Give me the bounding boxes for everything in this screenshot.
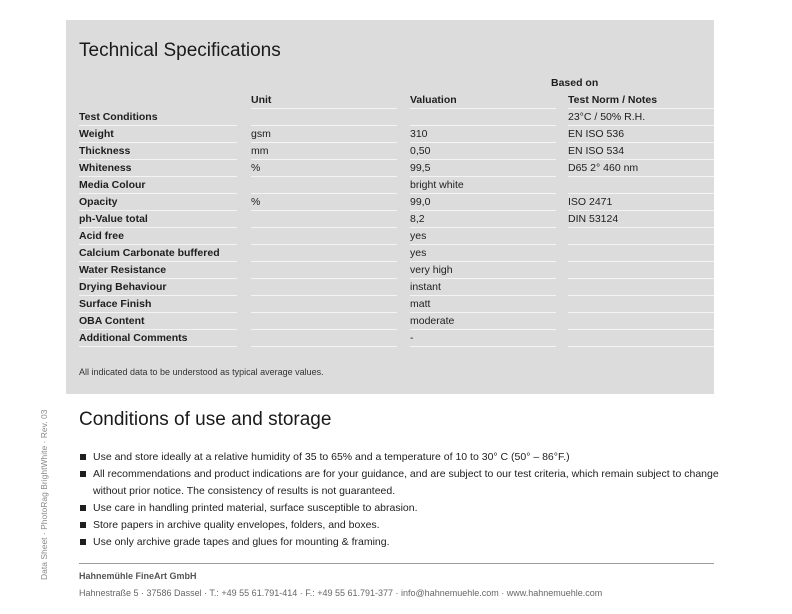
row-divider — [251, 295, 397, 296]
list-item — [79, 466, 719, 500]
row-divider — [251, 312, 397, 313]
row-norm: EN ISO 534 — [568, 145, 625, 157]
bullet-square-icon — [80, 522, 86, 528]
row-value: very high — [410, 264, 453, 276]
row-divider — [251, 176, 397, 177]
row-divider — [410, 210, 556, 211]
row-property: Drying Behaviour — [79, 281, 167, 293]
row-property: Surface Finish — [79, 298, 152, 310]
row-property: OBA Content — [79, 315, 145, 327]
row-norm: EN ISO 536 — [568, 128, 625, 140]
header-divider-unit — [251, 108, 397, 109]
row-value: 0,50 — [410, 145, 431, 157]
list-item-text: Use and store ideally at a relative humidity of 35 to 65% and a temperature of 10 to 30° C (50° – 86°F.) — [93, 451, 570, 463]
footer-address: Hahnestraße 5 · 37586 Dassel · T.: +49 55 61.791-414 · F.: +49 55 61.791-377 · info@hahnemuehle.com · www.hahnemuehle.com — [79, 588, 603, 598]
row-property: ph-Value total — [79, 213, 148, 225]
row-property: Acid free — [79, 230, 124, 242]
row-value: moderate — [410, 315, 455, 327]
row-divider — [568, 346, 714, 347]
row-divider — [410, 227, 556, 228]
row-norm: 23°C / 50% R.H. — [568, 111, 646, 123]
row-unit: % — [251, 196, 261, 208]
row-property: Opacity — [79, 196, 118, 208]
row-property: Thickness — [79, 145, 131, 157]
bullet-square-icon — [80, 505, 86, 511]
row-divider — [568, 278, 714, 279]
bullet-square-icon — [80, 471, 86, 477]
row-property: Calcium Carbonate buffered — [79, 247, 220, 259]
bullet-square-icon — [80, 454, 86, 460]
bullet-square-icon — [80, 539, 86, 545]
list-item-text: Use care in handling printed material, surface susceptible to abrasion. — [93, 502, 418, 514]
row-divider — [568, 329, 714, 330]
technical-specifications-panel — [66, 20, 714, 394]
list-item — [79, 449, 719, 466]
row-property: Whiteness — [79, 162, 132, 174]
list-item — [79, 534, 719, 551]
row-divider — [251, 329, 397, 330]
footer-divider — [79, 563, 714, 564]
row-divider — [251, 210, 397, 211]
row-divider — [251, 346, 397, 347]
header-norm-line1: Based on — [551, 77, 599, 89]
row-divider — [251, 244, 397, 245]
row-divider — [410, 159, 556, 160]
row-norm: ISO 2471 — [568, 196, 613, 208]
row-norm: D65 2° 460 nm — [568, 162, 639, 174]
row-divider — [568, 176, 714, 177]
row-divider — [79, 346, 237, 347]
row-value: instant — [410, 281, 441, 293]
row-unit: mm — [251, 145, 269, 157]
row-value: yes — [410, 247, 427, 259]
row-divider — [410, 193, 556, 194]
header-unit: Unit — [251, 94, 272, 106]
row-value: matt — [410, 298, 431, 310]
spec-footnote: All indicated data to be understood as typical average values. — [79, 367, 324, 377]
row-property: Additional Comments — [79, 332, 188, 344]
list-item-text: Use only archive grade tapes and glues for mounting & framing. — [93, 536, 390, 548]
row-divider — [568, 227, 714, 228]
row-norm: DIN 53124 — [568, 213, 619, 225]
row-value: yes — [410, 230, 427, 242]
row-divider — [410, 142, 556, 143]
row-property: Weight — [79, 128, 114, 140]
row-divider — [251, 159, 397, 160]
row-divider — [410, 244, 556, 245]
row-divider — [251, 261, 397, 262]
list-item-text: Store papers in archive quality envelopes, folders, and boxes. — [93, 519, 380, 531]
row-divider — [410, 329, 556, 330]
row-divider — [410, 346, 556, 347]
row-value: 310 — [410, 128, 428, 140]
row-value: bright white — [410, 179, 464, 191]
row-divider — [568, 244, 714, 245]
side-label: Data Sheet · PhotoRag BrightWhite · Rev. 03 — [39, 409, 49, 580]
row-unit: % — [251, 162, 261, 174]
row-value: 8,2 — [410, 213, 425, 225]
header-valuation: Valuation — [410, 94, 457, 106]
row-divider — [568, 312, 714, 313]
row-divider — [568, 261, 714, 262]
spec-title: Technical Specifications — [79, 40, 281, 61]
row-value: 99,5 — [410, 162, 431, 174]
row-property: Water Resistance — [79, 264, 167, 276]
header-divider-valuation — [410, 108, 556, 109]
footer-company: Hahnemühle FineArt GmbH — [79, 571, 197, 581]
row-divider — [251, 227, 397, 228]
header-norm-line2: Test Norm / Notes — [568, 94, 658, 106]
row-property: Test Conditions — [79, 111, 158, 123]
row-divider — [410, 125, 556, 126]
row-unit: gsm — [251, 128, 271, 140]
list-item — [79, 517, 719, 534]
row-divider — [251, 142, 397, 143]
conditions-list — [79, 449, 719, 551]
row-value: - — [410, 332, 414, 344]
conditions-title: Conditions of use and storage — [79, 409, 332, 430]
row-value: 99,0 — [410, 196, 431, 208]
row-divider — [251, 278, 397, 279]
row-divider — [410, 295, 556, 296]
list-item — [79, 500, 719, 517]
row-divider — [568, 295, 714, 296]
row-divider — [251, 193, 397, 194]
list-item-text: All recommendations and product indications are for your guidance, and are subject to our test criteria, which remain subject to change without prior notice. The consistency of results is not guaranteed. — [93, 468, 719, 497]
row-divider — [251, 125, 397, 126]
row-property: Media Colour — [79, 179, 146, 191]
